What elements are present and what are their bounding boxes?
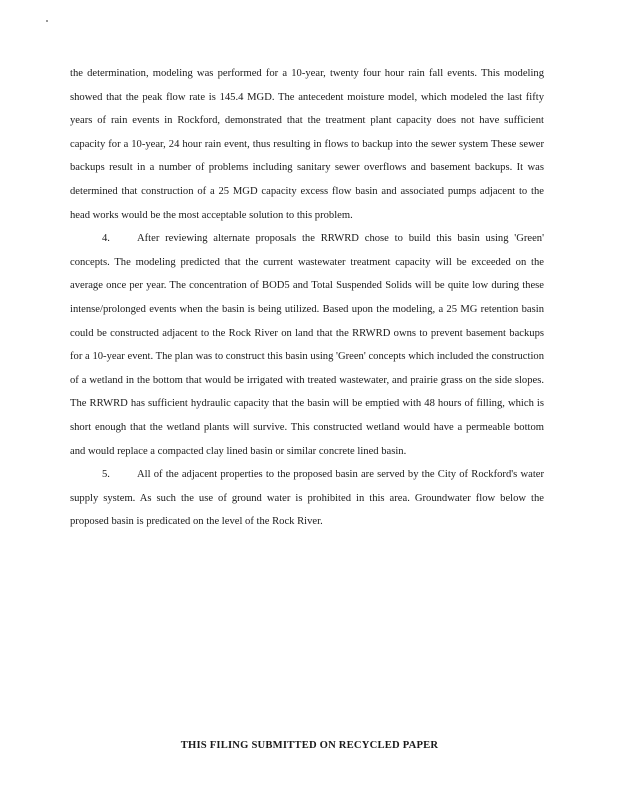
paragraph-number: 4. <box>102 233 110 245</box>
paragraph-text: After reviewing alternate proposals the RRWRD chose to build this basin using 'Green' concepts. The modeling predicted that the current wastewater treatment capacity will be exceeded on the average once per year. The concentration of BOD5 and Total Suspended Solids will be quite low during these intense/prolonged events when the basin is being utilized. Based upon the modeling, a 25 MG retention basin could be constructed adjacent to the Rock River on land that the RRWRD owns to prevent basement backups for a 10-year event. The plan was to construct this basin using 'Green' concepts which included the construction of a wetland in the bottom that would be irrigated with treated wastewater, and prairie grass on the side slopes. The RRWRD has sufficient hydraulic capacity that the basin will be emptied with 48 hours of filling, which is short enough that the wetland plants will survive. This constructed wetland would have a permeable bottom and would replace a compacted clay lined basin or similar concrete lined basin. <box>70 233 544 457</box>
paragraph-4 <box>70 227 544 463</box>
scan-speck <box>46 20 48 22</box>
paragraph-5 <box>70 463 544 534</box>
paragraph-continuation <box>70 62 544 227</box>
paragraph-text: All of the adjacent properties to the proposed basin are served by the City of Rockford's water supply system. As such the use of ground water is prohibited in this area. Groundwater flow below the proposed basin is predicated on the level of the Rock River. <box>70 469 544 528</box>
paragraph-text: the determination, modeling was performed for a 10-year, twenty four hour rain fall events. This modeling showed that the peak flow rate is 145.4 MGD. The antecedent moisture model, which modeled the last fifty years of rain events in Rockford, demonstrated that the treatment plant capacity does not have sufficient capacity for a 10-year, 24 hour rain event, thus resulting in flows to backup into the sewer system These sewer backups result in a number of problems including sanitary sewer overflows and basement backups. It was determined that construction of a 25 MGD capacity excess flow basin and associated pumps adjacent to the head works would be the most acceptable solution to this problem. <box>70 68 544 221</box>
body-text <box>70 62 544 534</box>
paragraph-number: 5. <box>102 469 110 481</box>
recycled-paper-footer: THIS FILING SUBMITTED ON RECYCLED PAPER <box>180 740 439 751</box>
